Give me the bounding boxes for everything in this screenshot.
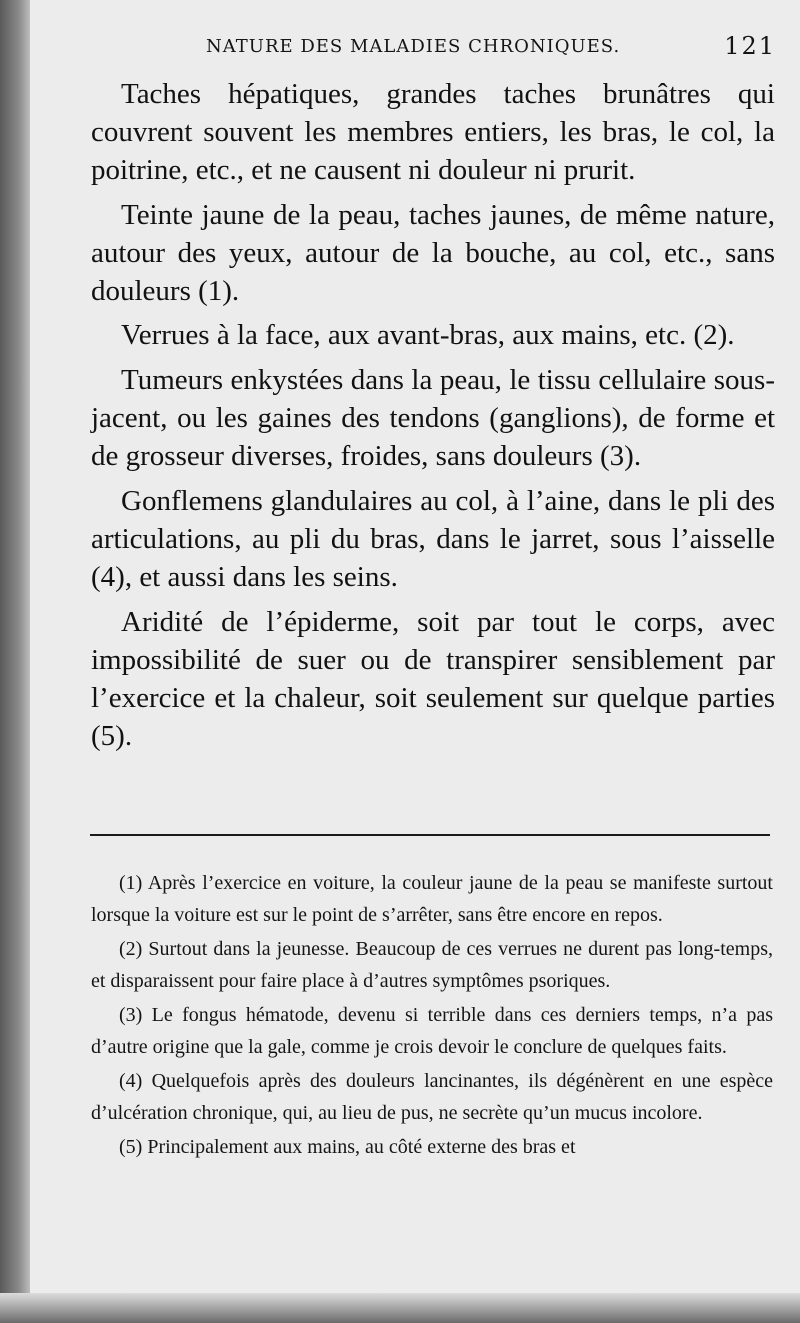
running-title: NATURE DES MALADIES CHRONIQUES.	[206, 36, 621, 57]
footnote-separator-rule	[90, 834, 770, 836]
paragraph-taches-hepatiques: Taches hépatiques, grandes taches brunâtres qui couvrent souvent les membres entiers, les bras, le col, la poitrine, etc., et ne causent ni douleur ni prurit.	[91, 78, 775, 186]
page-bottom-shadow	[0, 1293, 800, 1323]
footnote-5: (5) Principalement aux mains, au côté externe des bras et	[119, 1136, 576, 1158]
page-gutter-shadow	[0, 0, 34, 1323]
footnote-2: (2) Surtout dans la jeunesse. Beaucoup de ces verrues ne durent pas long-temps, et disparaissent pour faire place à d’autres symptômes psoriques.	[91, 938, 773, 992]
paragraph-verrues: Verrues à la face, aux avant-bras, aux mains, etc. (2).	[121, 319, 735, 352]
footnote-3: (3) Le fongus hématode, devenu si terrible dans ces derniers temps, n’a pas d’autre origine que la gale, comme je crois devoir le conclure de quelques faits.	[91, 1004, 773, 1058]
paragraph-aridite: Aridité de l’épiderme, soit par tout le corps, avec impossibilité de suer ou de transpirer sensiblement par l’exercice et la chaleur, soit seulement sur quelque parties (5).	[91, 605, 775, 752]
footnote-1: (1) Après l’exercice en voiture, la couleur jaune de la peau se manifeste surtout lorsque la voiture est sur le point de s’arrêter, sans être encore en repos.	[91, 872, 773, 926]
paragraph-teinte-jaune: Teinte jaune de la peau, taches jaunes, de même nature, autour des yeux, autour de la bouche, au col, etc., sans douleurs (1).	[91, 198, 775, 307]
page-header	[30, 32, 800, 66]
book-page	[30, 0, 800, 1300]
main-text	[91, 76, 775, 762]
paragraph-gonflemens: Gonflemens glandulaires au col, à l’aine, dans le pli des articulations, au pli du bras, dans le jarret, sous l’aisselle (4), et aussi dans les seins.	[91, 485, 775, 593]
footnote-4: (4) Quelquefois après des douleurs lancinantes, ils dégénèrent en une espèce d’ulcération chronique, qui, au lieu de pus, ne secrète qu’un mucus incolore.	[91, 1070, 773, 1124]
paragraph-tumeurs: Tumeurs enkystées dans la peau, le tissu cellulaire sous-jacent, ou les gaines des tendons (ganglions), de forme et de grosseur diverses, froides, sans douleurs (3).	[91, 364, 775, 473]
footnotes	[91, 868, 773, 1167]
page-number: 121	[724, 32, 776, 60]
